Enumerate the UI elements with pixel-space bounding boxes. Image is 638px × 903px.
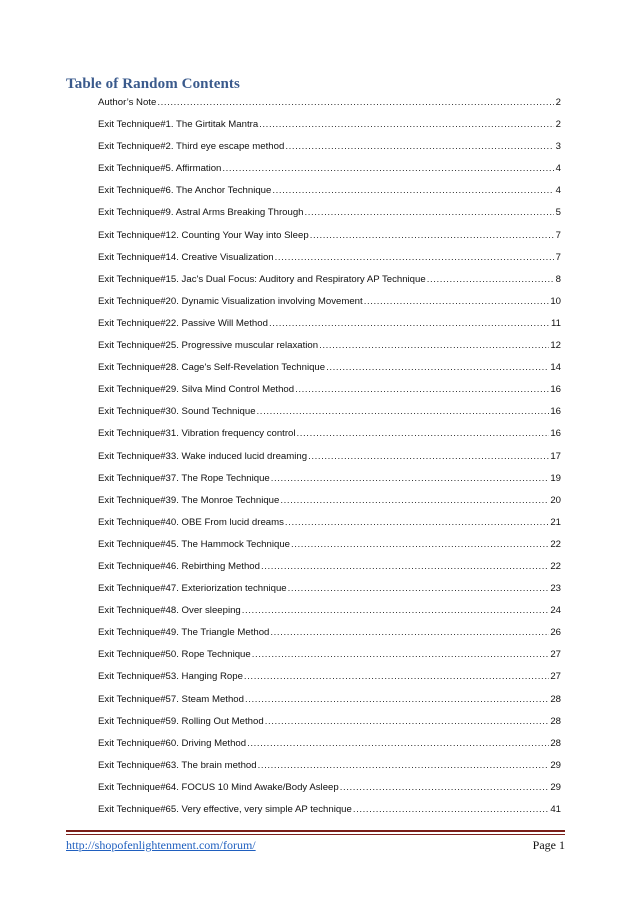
toc-entry-page: 26	[550, 627, 561, 639]
toc-entry-title[interactable]: Exit Technique#14. Creative Visualization	[98, 251, 274, 263]
toc-entry[interactable]	[98, 96, 561, 118]
toc-entry-title[interactable]: Exit Technique#47. Exteriorization technique	[98, 583, 287, 595]
toc-dot-leader	[269, 317, 550, 330]
toc-entry-title[interactable]: Exit Technique#25. Progressive muscular relaxation	[98, 340, 319, 352]
toc-entry[interactable]	[98, 538, 561, 560]
toc-entry[interactable]	[98, 229, 561, 251]
toc-entry[interactable]	[98, 295, 561, 317]
toc-entry-title[interactable]: Exit Technique#40. OBE From lucid dreams	[98, 516, 284, 528]
footer-page-number: Page 1	[532, 838, 565, 852]
toc-entry[interactable]	[98, 560, 561, 582]
toc-entry-title[interactable]: Exit Technique#6. The Anchor Technique	[98, 185, 272, 197]
toc-dot-leader	[305, 206, 555, 219]
toc-entry-title[interactable]: Exit Technique#45. The Hammock Technique	[98, 538, 290, 550]
toc-entry-title[interactable]: Exit Technique#15. Jac's Dual Focus: Auditory and Respiratory AP Technique	[98, 273, 426, 285]
toc-entry[interactable]	[98, 781, 561, 803]
toc-entry-page: 2	[555, 97, 561, 108]
toc-entry[interactable]	[98, 693, 561, 715]
toc-entry-page: 19	[550, 472, 561, 484]
toc-dot-leader	[319, 339, 549, 352]
toc-dot-leader	[270, 626, 549, 639]
toc-dot-leader	[308, 450, 549, 463]
toc-entry-title[interactable]: Exit Technique#12. Counting Your Way into Sleep	[98, 229, 309, 241]
toc-entry[interactable]	[98, 184, 561, 206]
toc-entry-title[interactable]: Exit Technique#31. Vibration frequency control	[98, 428, 296, 440]
toc-entry[interactable]	[98, 626, 561, 648]
toc-entry-page: 28	[550, 693, 561, 705]
toc-entry-page: 22	[550, 560, 561, 572]
toc-dot-leader	[261, 560, 549, 573]
toc-dot-leader	[259, 118, 554, 131]
toc-entry-page: 4	[555, 163, 561, 175]
toc-entry[interactable]	[98, 118, 561, 140]
toc-entry-title[interactable]: Exit Technique#20. Dynamic Visualization involving Movement	[98, 295, 363, 307]
toc-entry[interactable]	[98, 317, 561, 339]
toc-dot-leader	[222, 162, 554, 175]
toc-entry[interactable]	[98, 582, 561, 604]
toc-entry-title[interactable]: Exit Technique#39. The Monroe Technique	[98, 494, 280, 506]
toc-entry[interactable]	[98, 737, 561, 759]
toc-entry-title[interactable]: Exit Technique#37. The Rope Technique	[98, 472, 270, 484]
toc-entry-title[interactable]: Exit Technique#28. Cage's Self-Revelation Technique	[98, 362, 326, 374]
toc-dot-leader	[291, 538, 549, 551]
toc-entry-page: 7	[555, 229, 561, 241]
toc-dot-leader	[265, 715, 550, 728]
toc-entry[interactable]	[98, 670, 561, 692]
toc-dot-leader	[288, 582, 550, 595]
toc-entry-title[interactable]: Exit Technique#2. Third eye escape method	[98, 141, 285, 153]
toc-entry-title[interactable]: Exit Technique#22. Passive Will Method	[98, 317, 268, 329]
toc-entry-title[interactable]: Exit Technique#48. Over sleeping	[98, 605, 241, 617]
toc-entry-title[interactable]: Exit Technique#29. Silva Mind Control Method	[98, 384, 295, 396]
toc-entry-page: 14	[550, 362, 561, 374]
toc-entry[interactable]	[98, 494, 561, 516]
toc-entry-title[interactable]: Exit Technique#59. Rolling Out Method	[98, 715, 264, 727]
toc-entry-title[interactable]: Exit Technique#65. Very effective, very simple AP technique	[98, 804, 352, 815]
toc-entry[interactable]	[98, 383, 561, 405]
toc-entry-page: 11	[551, 317, 561, 329]
toc-entry[interactable]	[98, 162, 561, 184]
toc-entry-page: 23	[550, 583, 561, 595]
toc-dot-leader	[252, 648, 550, 661]
toc-entry-title[interactable]: Exit Technique#53. Hanging Rope	[98, 671, 243, 683]
toc-entry-page: 3	[555, 141, 561, 153]
toc-entry-page: 16	[550, 428, 561, 440]
toc-entry[interactable]	[98, 472, 561, 494]
toc-entry-page: 10	[550, 295, 561, 307]
toc-entry-page: 22	[550, 538, 561, 550]
footer-link[interactable]: http://shopofenlightenment.com/forum/	[66, 838, 256, 852]
toc-dot-leader	[285, 140, 554, 153]
toc-entry[interactable]	[98, 339, 561, 361]
toc-entry[interactable]	[98, 648, 561, 670]
toc-dot-leader	[257, 405, 550, 418]
toc-entry[interactable]	[98, 803, 561, 825]
toc-entry-title[interactable]: Exit Technique#64. FOCUS 10 Mind Awake/Body Asleep	[98, 781, 339, 793]
toc-entry-page: 28	[550, 715, 561, 727]
toc-dot-leader	[258, 759, 550, 772]
toc-entry-page: 7	[555, 251, 561, 263]
toc-dot-leader	[280, 494, 549, 507]
toc-entry[interactable]	[98, 427, 561, 449]
footer-divider-thin	[66, 834, 565, 835]
toc-entry[interactable]	[98, 450, 561, 472]
toc-dot-leader	[272, 184, 554, 197]
toc-entry-page: 8	[555, 273, 561, 285]
toc-entry-page: 20	[550, 494, 561, 506]
toc-dot-leader	[310, 229, 554, 242]
toc-entry-title[interactable]: Exit Technique#49. The Triangle Method	[98, 627, 270, 639]
toc-entry[interactable]	[98, 516, 561, 538]
toc-dot-leader	[427, 273, 554, 286]
toc-dot-leader	[242, 604, 550, 617]
toc-dot-leader	[275, 251, 554, 264]
toc-list	[98, 96, 561, 825]
toc-dot-leader	[247, 737, 549, 750]
toc-dot-leader	[295, 383, 549, 396]
toc-entry-title[interactable]: Exit Technique#60. Driving Method	[98, 737, 247, 749]
toc-entry-page: 4	[555, 185, 561, 197]
toc-entry-title[interactable]: Exit Technique#50. Rope Technique	[98, 649, 251, 661]
toc-entry-title[interactable]: Author’s Note	[98, 97, 157, 108]
toc-entry-page: 17	[550, 450, 561, 462]
toc-entry-page: 5	[555, 207, 561, 219]
toc-entry-page: 16	[550, 384, 561, 396]
toc-entry-page: 28	[550, 737, 561, 749]
toc-entry-page: 29	[550, 781, 561, 793]
toc-entry-page: 2	[555, 119, 561, 131]
toc-dot-leader	[157, 96, 554, 109]
toc-dot-leader	[244, 670, 549, 683]
toc-entry-page: 12	[550, 340, 561, 352]
toc-entry[interactable]	[98, 206, 561, 228]
toc-entry-title[interactable]: Exit Technique#57. Steam Method	[98, 693, 244, 705]
toc-dot-leader	[364, 295, 550, 308]
toc-dot-leader	[353, 803, 549, 816]
toc-entry[interactable]	[98, 251, 561, 273]
toc-entry-title[interactable]: Exit Technique#46. Rebirthing Method	[98, 560, 260, 572]
toc-entry-page: 16	[550, 406, 561, 418]
toc-entry-page: 21	[550, 516, 561, 528]
toc-entry[interactable]	[98, 140, 561, 162]
toc-title: Table of Random Contents	[66, 76, 240, 92]
toc-dot-leader	[326, 361, 549, 374]
toc-entry-title[interactable]: Exit Technique#9. Astral Arms Breaking Through	[98, 207, 304, 219]
toc-entry-title[interactable]: Exit Technique#33. Wake induced lucid dreaming	[98, 450, 308, 462]
toc-entry-page: 41	[550, 804, 561, 815]
toc-entry[interactable]	[98, 759, 561, 781]
toc-entry-title[interactable]: Exit Technique#1. The Girtitak Mantra	[98, 119, 259, 131]
toc-entry[interactable]	[98, 715, 561, 737]
toc-entry-page: 24	[550, 605, 561, 617]
toc-entry-title[interactable]: Exit Technique#63. The brain method	[98, 759, 257, 771]
toc-entry[interactable]	[98, 604, 561, 626]
toc-dot-leader	[297, 427, 550, 440]
toc-entry-page: 27	[550, 671, 561, 683]
toc-entry-title[interactable]: Exit Technique#30. Sound Technique	[98, 406, 256, 418]
toc-entry-title[interactable]: Exit Technique#5. Affirmation	[98, 163, 222, 175]
toc-dot-leader	[245, 693, 549, 706]
toc-dot-leader	[340, 781, 550, 794]
toc-entry[interactable]	[98, 361, 561, 383]
toc-dot-leader	[285, 516, 549, 529]
toc-entry[interactable]	[98, 405, 561, 427]
toc-entry-page: 29	[550, 759, 561, 771]
toc-dot-leader	[271, 472, 550, 485]
toc-entry[interactable]	[98, 273, 561, 295]
toc-entry-page: 27	[550, 649, 561, 661]
footer-divider	[66, 830, 565, 832]
